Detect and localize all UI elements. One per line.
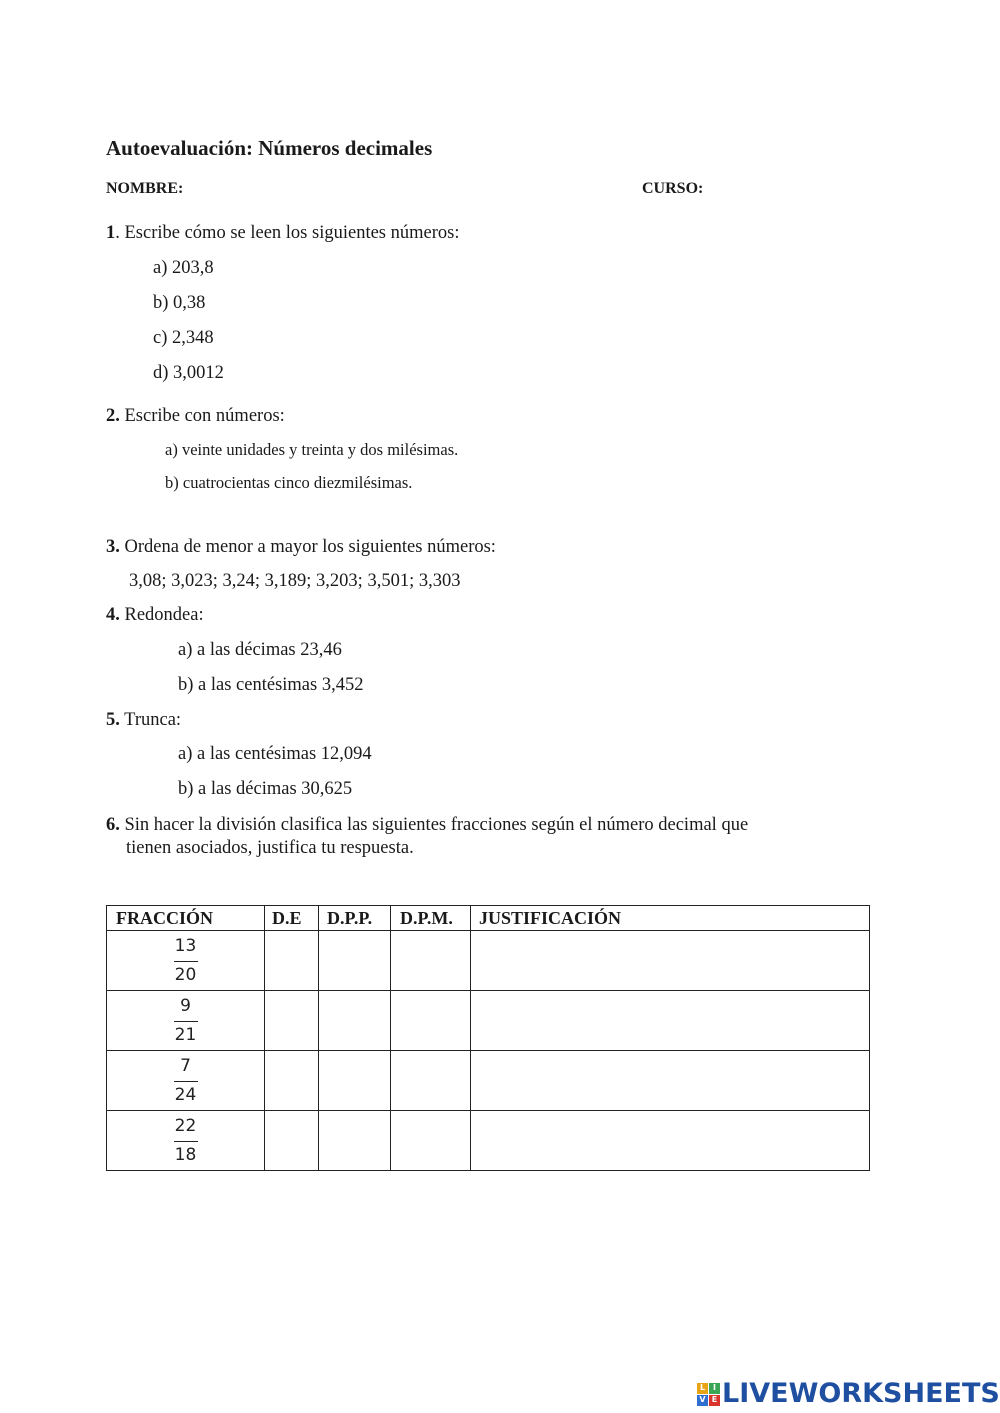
de-answer-cell[interactable] (265, 1051, 319, 1111)
table-header-row (107, 906, 870, 931)
fraction-cell: $\frac{7}{24}$ (107, 1051, 265, 1111)
justificacion-answer-cell[interactable] (471, 991, 870, 1051)
table-row (107, 1111, 870, 1171)
header-de: D.E (265, 906, 319, 931)
table-row (107, 931, 870, 991)
q5-item-a: a) a las centésimas 12,094 (178, 744, 372, 764)
fraction-table (106, 905, 870, 1171)
liveworksheets-text: LIVEWORKSHEETS (722, 1378, 1000, 1409)
question-6: 6. Sin hacer la división clasifica las siguientes fracciones según el número decimal que (106, 815, 749, 835)
dpp-answer-cell[interactable] (319, 991, 391, 1051)
justificacion-answer-cell[interactable] (471, 1111, 870, 1171)
curso-label: CURSO: (642, 180, 704, 197)
q2-item-b: b) cuatrocientas cinco diezmilésimas. (165, 473, 413, 492)
dpm-answer-cell[interactable] (391, 1111, 471, 1171)
header-justificacion: JUSTIFICACIÓN (471, 906, 870, 931)
dpm-answer-cell[interactable] (391, 931, 471, 991)
de-answer-cell[interactable] (265, 991, 319, 1051)
q1-item-d: d) 3,0012 (153, 363, 224, 383)
dpp-answer-cell[interactable] (319, 1051, 391, 1111)
fraction-cell: $\frac{13}{20}$ (107, 931, 265, 991)
justificacion-answer-cell[interactable] (471, 1051, 870, 1111)
question-1: 1. Escribe cómo se leen los siguientes números: (106, 223, 460, 243)
question-6-line2: tienen asociados, justifica tu respuesta. (126, 838, 414, 858)
fraction-cell: $\frac{9}{21}$ (107, 991, 265, 1051)
nombre-label: NOMBRE: (106, 180, 184, 197)
justificacion-answer-cell[interactable] (471, 931, 870, 991)
table-row (107, 1051, 870, 1111)
q2-item-a: a) veinte unidades y treinta y dos milésimas. (165, 440, 459, 459)
dpm-answer-cell[interactable] (391, 991, 471, 1051)
header-dpp: D.P.P. (319, 906, 391, 931)
page-title: Autoevaluación: Números decimales (106, 136, 433, 160)
dpm-answer-cell[interactable] (391, 1051, 471, 1111)
q1-item-b: b) 0,38 (153, 293, 206, 313)
header-dpm: D.P.M. (391, 906, 471, 931)
q1-item-c: c) 2,348 (153, 328, 214, 348)
liveworksheets-logo (697, 1378, 1000, 1409)
de-answer-cell[interactable] (265, 1111, 319, 1171)
question-2: 2. Escribe con números: (106, 406, 285, 426)
q5-item-b: b) a las décimas 30,625 (178, 779, 353, 799)
header-fraccion: FRACCIÓN (107, 906, 265, 931)
question-5: 5. Trunca: (106, 710, 182, 730)
liveworksheets-mark-icon: L I V E (697, 1383, 719, 1405)
dpp-answer-cell[interactable] (319, 931, 391, 991)
table-row (107, 991, 870, 1051)
fraction-cell: $\frac{22}{18}$ (107, 1111, 265, 1171)
q4-item-b: b) a las centésimas 3,452 (178, 675, 364, 695)
q3-numbers: 3,08; 3,023; 3,24; 3,189; 3,203; 3,501; 3,303 (129, 571, 461, 591)
q1-item-a: a) 203,8 (153, 258, 214, 278)
dpp-answer-cell[interactable] (319, 1111, 391, 1171)
q4-item-a: a) a las décimas 23,46 (178, 640, 342, 660)
question-4: 4. Redondea: (106, 605, 204, 625)
question-3: 3. Ordena de menor a mayor los siguientes números: (106, 537, 496, 557)
de-answer-cell[interactable] (265, 931, 319, 991)
